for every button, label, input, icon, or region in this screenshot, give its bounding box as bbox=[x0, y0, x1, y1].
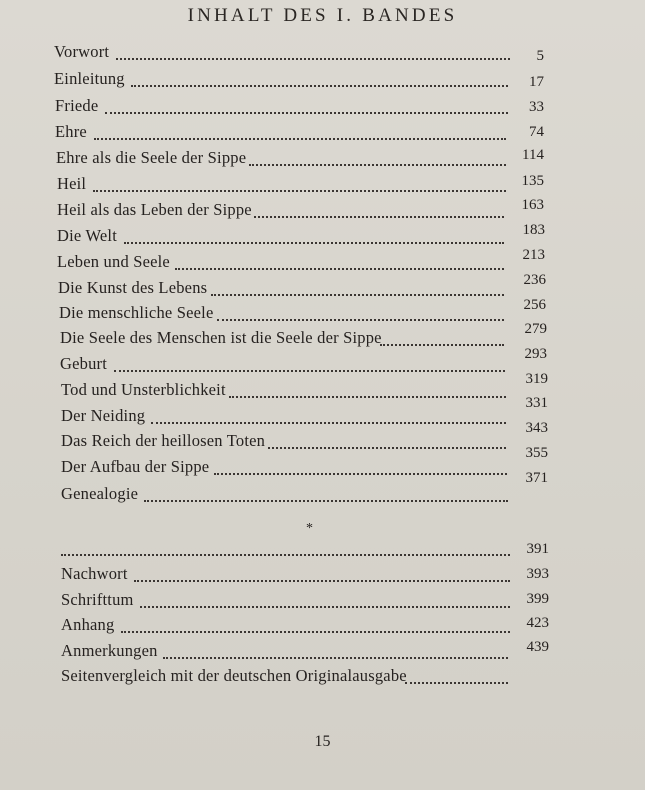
toc-entry-label: Ehre bbox=[55, 122, 87, 141]
leader-dots bbox=[214, 471, 507, 475]
page-ref: 135 bbox=[521, 173, 544, 189]
page-ref: 319 bbox=[525, 371, 548, 387]
leader-dots bbox=[380, 342, 504, 346]
leader-dots bbox=[249, 162, 506, 166]
back-entry-label: Anhang bbox=[61, 615, 115, 634]
page-ref: 393 bbox=[526, 566, 549, 582]
leader-dots bbox=[121, 629, 510, 633]
page-ref: 213 bbox=[522, 247, 545, 263]
leader-dots bbox=[268, 445, 506, 449]
toc-entry-label: Ehre als die Seele der Sippe bbox=[56, 148, 247, 167]
page-ref: 74 bbox=[529, 124, 544, 140]
page-ref: 355 bbox=[525, 445, 548, 461]
leader-dots bbox=[175, 266, 504, 270]
leader-dots bbox=[254, 214, 504, 218]
page-ref: 33 bbox=[529, 99, 544, 115]
toc-entry-label: Der Aufbau der Sippe bbox=[61, 457, 210, 476]
page-ref: 5 bbox=[536, 48, 544, 64]
page-ref: 331 bbox=[525, 395, 548, 411]
toc-title: INHALT DES I. BANDES bbox=[187, 5, 458, 26]
back-entry-label: Seitenvergleich mit der deutschen Originalausgabe bbox=[61, 666, 407, 685]
leader-dots bbox=[151, 420, 506, 424]
toc-entry-label: Der Neiding bbox=[61, 406, 146, 425]
leader-dots bbox=[94, 136, 506, 140]
page-ref: 114 bbox=[522, 147, 544, 163]
leader-dots bbox=[134, 578, 510, 582]
leader-dots bbox=[144, 498, 508, 502]
leader-dots bbox=[217, 317, 504, 321]
leader-dots bbox=[211, 292, 504, 296]
page-ref: 17 bbox=[529, 74, 544, 90]
toc-entry-label: Einleitung bbox=[54, 69, 125, 88]
leader-dots bbox=[116, 56, 510, 60]
page-ref: 343 bbox=[525, 420, 548, 436]
leader-dots bbox=[163, 655, 508, 659]
leader-dots bbox=[114, 368, 505, 372]
toc-entry-label: Leben und Seele bbox=[57, 252, 170, 271]
back-entry-label: Schrifttum bbox=[61, 590, 134, 609]
leader-dots bbox=[140, 604, 510, 608]
page-ref: 439 bbox=[526, 639, 549, 655]
page-ref: 371 bbox=[525, 470, 548, 486]
page-ref: 163 bbox=[521, 197, 544, 213]
leader-dots bbox=[93, 188, 506, 192]
page-ref: 293 bbox=[524, 346, 547, 362]
page-ref: 256 bbox=[523, 297, 546, 313]
toc-entry-label: Heil als das Leben der Sippe bbox=[57, 200, 252, 219]
toc-entry-label: Geburt bbox=[60, 354, 108, 373]
toc-entry-label: Das Reich der heillosen Toten bbox=[61, 431, 266, 450]
toc-entry-label: Die menschliche Seele bbox=[59, 303, 214, 322]
toc-entry-label: Vorwort bbox=[54, 42, 110, 61]
toc-entry-label: Die Kunst des Lebens bbox=[58, 278, 208, 297]
page-ref: 391 bbox=[526, 541, 549, 557]
leader-dots bbox=[229, 394, 506, 398]
leader-dots bbox=[61, 552, 510, 556]
page-ref: 183 bbox=[522, 222, 545, 238]
leader-dots bbox=[131, 83, 508, 87]
back-entry-label: Anmerkungen bbox=[61, 641, 158, 660]
leader-dots bbox=[105, 110, 508, 114]
toc-entry-label: Die Seele des Menschen ist die Seele der Sippe bbox=[60, 328, 382, 347]
leader-dots bbox=[124, 240, 504, 244]
leader-dots bbox=[405, 680, 508, 684]
page-ref: 279 bbox=[524, 321, 547, 337]
back-entry-label: Nachwort bbox=[61, 564, 128, 583]
page-ref: 236 bbox=[523, 272, 546, 288]
toc-entry-label: Tod und Unsterblichkeit bbox=[61, 380, 226, 399]
toc-entry-label: Genealogie bbox=[61, 484, 139, 503]
page-ref: 423 bbox=[526, 615, 549, 631]
toc-entry-label: Die Welt bbox=[57, 226, 117, 245]
toc-entry-label: Heil bbox=[57, 174, 87, 193]
page-ref: 399 bbox=[526, 591, 549, 607]
page-number: 15 bbox=[314, 733, 331, 750]
toc-entry-label: Friede bbox=[55, 96, 99, 115]
section-separator: * bbox=[306, 521, 313, 536]
